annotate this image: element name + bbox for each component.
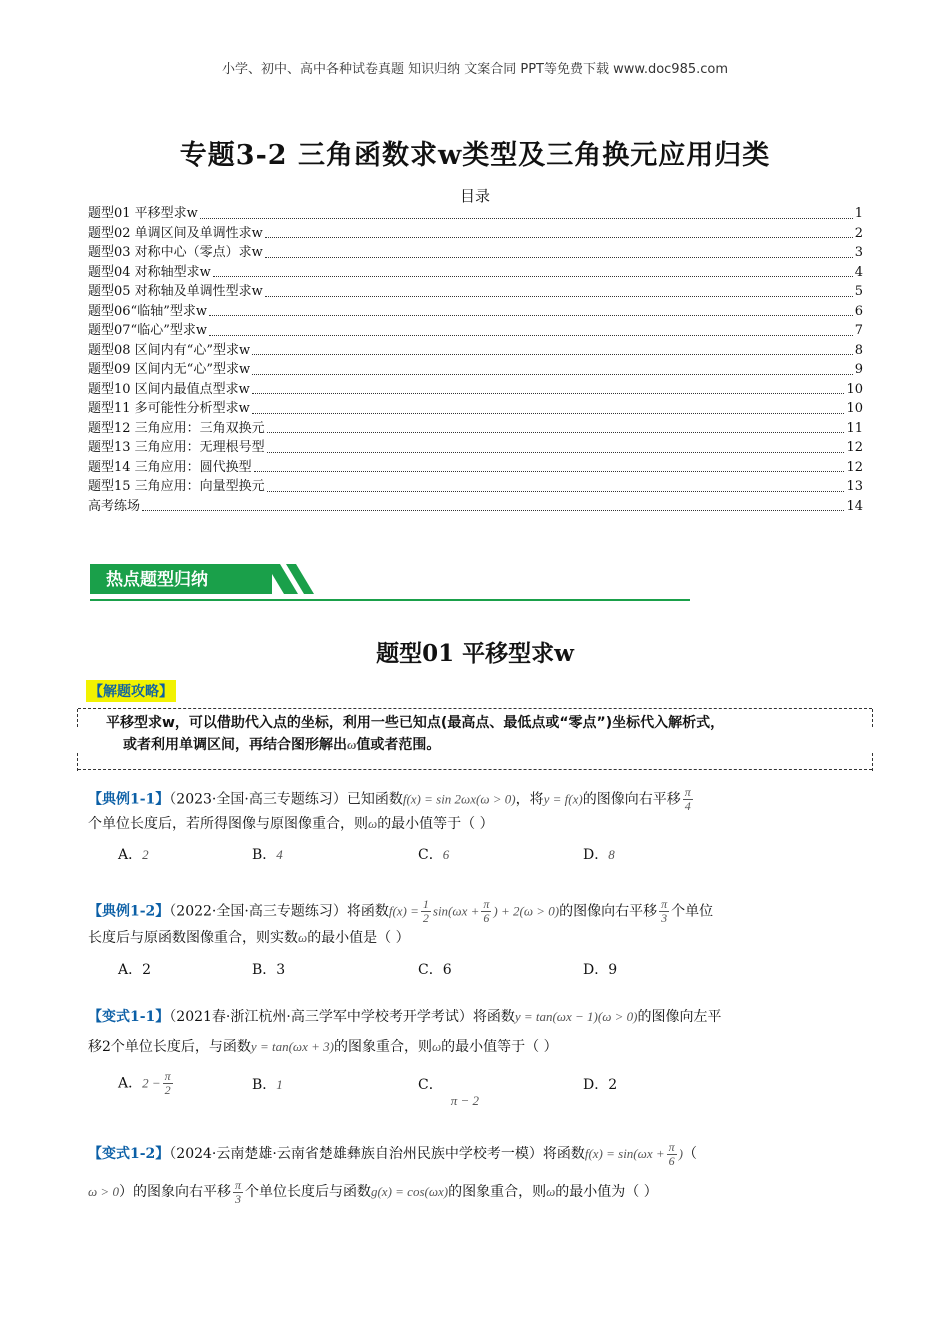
page-header: 小学、初中、高中各种试卷真题 知识归纳 文案合同 PPT等免费下载 www.doc985.com (221, 62, 729, 77)
fraction (233, 1179, 243, 1206)
option-value: 2 (142, 962, 152, 978)
toc-entry-page: 4 (854, 264, 863, 280)
tip-box-edge (77, 709, 78, 727)
toc-leader-dots (254, 470, 845, 472)
toc-entry-page: 14 (846, 498, 863, 514)
option-a[interactable] (118, 844, 149, 864)
option-c[interactable] (418, 1074, 480, 1108)
toc-entry-page: 6 (854, 303, 863, 319)
toc-entry-page: 8 (854, 342, 863, 358)
toc-entry-label: 题型01 平移型求w (88, 206, 198, 221)
banner-text: 热点题型归纳 (106, 570, 208, 590)
formula: y = tan(ωx + 3) (250, 1039, 334, 1054)
option-d[interactable] (583, 959, 617, 979)
formula: y = f(x) (543, 791, 583, 807)
option-a[interactable] (118, 959, 151, 979)
question-text: 的最小值等于（ ） (377, 816, 494, 832)
option-key: B． (252, 1077, 277, 1093)
omega-symbol: ω (347, 737, 357, 752)
option-key: A． (118, 847, 143, 863)
option-d[interactable] (583, 844, 615, 864)
option-key: A． (118, 962, 143, 978)
option-key: B． (252, 962, 277, 978)
question-text: 的图像向右平移 (559, 903, 658, 920)
option-b[interactable] (252, 959, 285, 979)
option-b[interactable] (252, 1074, 283, 1094)
fraction (481, 898, 491, 925)
formula: y = tan(ωx − 1)(ω > 0) (514, 1009, 638, 1024)
question-text: 移2个单位长度后，与函数 (88, 1039, 251, 1055)
omega-symbol: ω (431, 1039, 442, 1054)
toc-entry[interactable] (88, 243, 863, 263)
toc-entry-label: 题型07“临心”型求w (88, 323, 207, 338)
option-key: C． (418, 962, 443, 978)
toc-leader-dots (265, 295, 853, 297)
tip-line-2a: 或者利用单调区间，再结合图形解出 (123, 737, 347, 753)
option-key: C． (418, 1077, 443, 1093)
section-banner (90, 556, 690, 602)
question-text: 的图象重合，则 (333, 1039, 432, 1055)
tip-box-edge (872, 753, 873, 771)
option-value: 2 − (142, 1075, 161, 1091)
question-source: （2023·全国·高三专题练习）已知函数 (169, 791, 403, 808)
question-4 (88, 1135, 863, 1211)
toc-entry[interactable] (88, 438, 863, 458)
question-text: 的图像向右平移 (582, 791, 681, 808)
question-tag: 【典例1-1】 (88, 791, 170, 808)
fraction (421, 898, 431, 925)
toc-entry[interactable] (88, 399, 863, 419)
tip-line-2b: 值或者范围。 (356, 737, 441, 753)
question-1 (88, 786, 863, 835)
tip-label: 【解题攻略】 (86, 680, 176, 702)
tip-line-1: 平移型求w，可以借助代入点的坐标，利用一些已知点(最高点、最低点或“零点”)坐标代入解析式， (106, 715, 725, 731)
toc-entry-label: 题型02 单调区间及单调性求w (88, 225, 263, 241)
denominator: 2 (422, 911, 429, 925)
option-c[interactable] (418, 959, 452, 979)
question-text: 长度后与原函数图像重合，则实数 (88, 930, 298, 946)
toc-leader-dots (265, 236, 853, 238)
omega-symbol: ω (298, 930, 308, 945)
question-text: 的最小值为（ ） (555, 1184, 658, 1200)
toc-leader-dots (209, 314, 853, 316)
numerator: π (668, 1139, 675, 1154)
option-key: D． (583, 1077, 609, 1093)
toc-entry-page: 10 (846, 401, 863, 416)
toc-title: 目录 (459, 187, 490, 205)
toc-entry[interactable] (88, 263, 863, 283)
question-text: 的最小值是（ ） (307, 930, 410, 946)
toc-entry-label: 题型12 三角应用：三角双换元 (88, 420, 265, 436)
option-key: B． (252, 847, 277, 863)
toc-entry-label: 题型10 区间内最值点型求w (88, 381, 250, 397)
denominator: 2 (164, 1083, 171, 1097)
toc-entry-label: 题型03 对称中心（零点）求w (88, 245, 263, 260)
toc-entry-page: 5 (854, 284, 863, 299)
option-value: 3 (276, 962, 286, 978)
formula: ) (678, 1146, 683, 1161)
toc-leader-dots (265, 256, 853, 258)
numerator: π (483, 897, 490, 911)
toc-leader-dots (200, 217, 853, 219)
option-value: 1 (276, 1077, 283, 1092)
toc-leader-dots (252, 412, 845, 414)
numerator: π (661, 897, 668, 911)
option-value: 2 (142, 847, 149, 862)
tip-box-edge (872, 709, 873, 727)
toc-entry-page: 7 (854, 323, 863, 338)
formula: f(x) = sin 2ωx(ω > 0) (402, 791, 516, 807)
fraction (667, 1141, 677, 1168)
toc-entry[interactable] (88, 204, 863, 224)
formula: g(x) = cos(ωx) (370, 1184, 449, 1199)
option-key: A． (118, 1075, 143, 1092)
fraction (163, 1070, 173, 1097)
denominator: 6 (668, 1153, 675, 1168)
toc-leader-dots (252, 373, 853, 375)
option-value: 9 (608, 962, 618, 978)
formula: f(x) = (388, 903, 419, 919)
question-source: （2022·全国·高三专题练习）将函数 (169, 903, 389, 920)
omega-symbol: ω (368, 816, 378, 831)
toc-leader-dots (267, 451, 845, 453)
toc-entry-page: 13 (846, 479, 863, 494)
formula: sin(ωx + (432, 903, 480, 919)
toc-leader-dots (252, 353, 853, 355)
question-text: 个单位长度后，若所得图像与原图像重合，则 (88, 816, 368, 832)
toc-entry-label: 题型08 区间内有“心”型求w (88, 342, 251, 358)
toc-entry-page: 12 (846, 459, 863, 475)
denominator: 6 (483, 911, 490, 925)
toc-leader-dots (142, 509, 844, 511)
question-tag: 【变式1-2】 (88, 1146, 170, 1162)
toc-entry-label: 高考练场 (88, 498, 141, 514)
denominator: 3 (234, 1191, 241, 1206)
toc-entry[interactable] (88, 360, 863, 380)
option-b[interactable] (252, 844, 283, 864)
toc-entry[interactable] (88, 458, 863, 478)
fraction (683, 786, 693, 813)
toc-entry[interactable] (88, 282, 863, 302)
tip-text (106, 712, 861, 756)
toc-leader-dots (213, 275, 853, 277)
toc-leader-dots (252, 392, 845, 394)
toc-entry-label: 题型09 区间内无“心”型求w (88, 362, 251, 377)
question-text: 个单位 (671, 903, 714, 920)
option-key: D． (583, 962, 609, 978)
omega-symbol: ω (546, 1184, 556, 1199)
toc-entry[interactable] (88, 224, 863, 244)
question-3 (88, 1002, 863, 1062)
toc-entry-page: 1 (854, 206, 863, 221)
question-tag: 【变式1-1】 (88, 1009, 170, 1025)
toc-entry[interactable] (88, 477, 863, 497)
question-tag: 【典例1-2】 (88, 903, 170, 920)
toc-entry-label: 题型06“临轴”型求w (88, 303, 207, 319)
fraction (659, 898, 669, 925)
options-q3 (118, 1068, 818, 1108)
formula: ) + 2(ω > 0) (493, 903, 560, 919)
numerator: π (234, 1177, 241, 1192)
option-value: 2 (608, 1077, 618, 1093)
question-text: 的图象重合，则 (448, 1184, 547, 1200)
toc-entry-label: 题型11 多可能性分析型求w (88, 401, 250, 416)
toc-entry[interactable] (88, 380, 863, 400)
toc-entry-page: 3 (854, 245, 863, 260)
toc-entry[interactable] (88, 341, 863, 361)
question-source: （2024·云南楚雄·云南省楚雄彝族自治州民族中学校考一模）将函数 (169, 1146, 585, 1162)
toc-entry-label: 题型13 三角应用：无理根号型 (88, 440, 265, 455)
option-key: D． (583, 847, 609, 863)
question-text: 的最小值等于（ ） (441, 1039, 558, 1055)
toc-entry[interactable] (88, 497, 863, 517)
table-of-contents (88, 204, 863, 516)
toc-entry[interactable] (88, 321, 863, 341)
toc-leader-dots (267, 490, 845, 492)
toc-entry-page: 2 (854, 225, 863, 241)
option-value: π − 2 (450, 1093, 480, 1108)
question-text: （ (682, 1146, 697, 1162)
numerator: π (164, 1069, 171, 1083)
toc-entry-label: 题型15 三角应用：向量型换元 (88, 479, 265, 494)
question-text: ）的图象向右平移 (118, 1184, 231, 1200)
option-value: 8 (608, 847, 615, 862)
toc-entry-page: 12 (846, 440, 863, 455)
tip-line-2 (106, 734, 861, 756)
question-text: ，将 (515, 791, 544, 808)
option-value: 4 (276, 847, 283, 862)
toc-entry-page: 11 (846, 420, 863, 436)
option-value: 6 (442, 847, 450, 862)
option-c[interactable] (418, 844, 449, 864)
formula: ω > 0 (88, 1184, 119, 1199)
toc-entry-page: 10 (846, 381, 863, 397)
denominator: 4 (684, 799, 691, 813)
toc-leader-dots (209, 334, 853, 336)
option-value: 6 (442, 962, 452, 978)
question-source: （2021春·浙江杭州·高三学军中学校考开学考试）将函数 (169, 1009, 515, 1025)
question-2 (88, 898, 863, 951)
document-title: 专题3-2 三角函数求w类型及三角换元应用归类 (179, 140, 771, 171)
option-a[interactable] (118, 1070, 175, 1097)
section-title: 题型01 平移型求w (376, 640, 574, 667)
question-text: 的图像向左平 (637, 1009, 722, 1025)
denominator: 3 (661, 911, 668, 925)
toc-entry[interactable] (88, 302, 863, 322)
toc-entry-label: 题型05 对称轴及单调性型求w (88, 284, 263, 299)
toc-entry-label: 题型04 对称轴型求w (88, 264, 211, 280)
toc-entry[interactable] (88, 419, 863, 439)
question-text: 个单位长度后与函数 (244, 1184, 371, 1200)
tip-box-edge (77, 753, 78, 771)
option-d[interactable] (583, 1074, 617, 1094)
numerator: 1 (422, 897, 429, 911)
toc-entry-label: 题型14 三角应用：圆代换型 (88, 459, 252, 475)
formula: f(x) = sin(ωx + (584, 1146, 665, 1161)
numerator: π (684, 785, 691, 799)
option-key: C． (418, 847, 443, 863)
toc-entry-page: 9 (854, 362, 863, 377)
toc-leader-dots (267, 431, 845, 433)
